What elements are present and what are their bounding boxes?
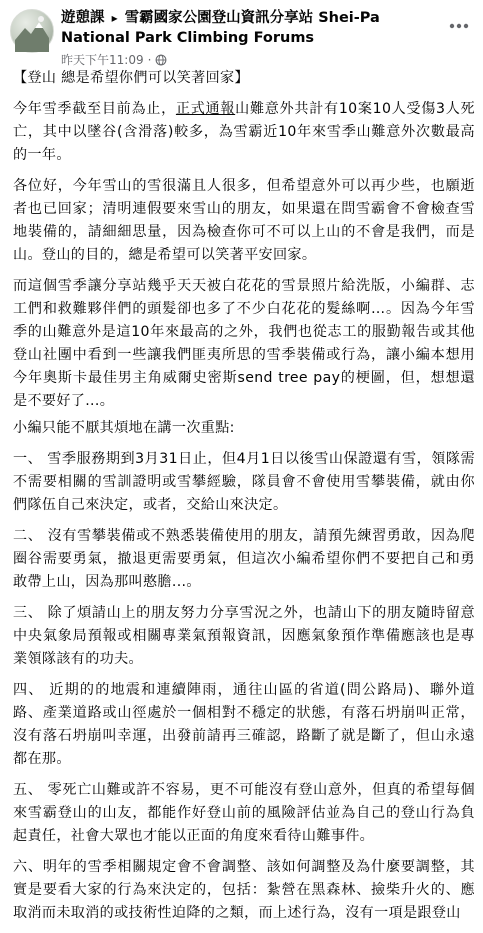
point-one: 一、 雪季服務期到3月31日止，但4月1日以後雪山保證還有雪，領隊需不需要相關的雪訓證明或雪攀經驗，隊員會不會使用雪攀裝備，就由你們隊伍自己來決定，或者，交給山來決定。 <box>13 451 475 513</box>
page-name[interactable]: 雪霸國家公園登山資訊分享站 Shei-Pa National Park Climbing Forums <box>61 10 380 46</box>
post-meta <box>61 51 441 68</box>
paragraph-text: 山難意外共計有10案10人受傷3人死亡，其中以墜谷(含滑落)較多，為雪霸近10年來雪季山難意外次數最高的一年。 <box>13 101 475 163</box>
point-three: 三、 除了煩請山上的朋友努力分享雪況之外，也請山下的朋友隨時留意中央氣象局預報或相關專業氣預報資訊，因應氣象預作準備應該也是專業領隊該有的功夫。 <box>13 605 475 667</box>
point-four: 四、 近期的的地震和連續陣雨，通往山區的省道(問公路局)、聯外道路、產業道路或山徑處於一個相對不穩定的狀態，有落石坍崩叫正常，沒有落石坍崩叫幸運，出發前請再三確認，路斷了就是斷了，但山永遠都在那。 <box>13 682 475 767</box>
author-name[interactable]: 遊憩課 <box>61 10 105 26</box>
caret-right-icon: ▸ <box>111 11 118 25</box>
header-text <box>61 8 441 68</box>
post-timestamp[interactable]: 昨天下午11:09 <box>61 53 144 67</box>
point-two: 二、 沒有雪攀裝備或不熟悉裝備使用的朋友，請預先練習勇敢，因為爬圈谷需要勇氣，撤退更需要勇氣，但這次小編希望你們不要把自己和勇敢帶上山，因為那叫憨膽...。 <box>13 528 475 590</box>
paragraph-text: 今年雪季截至目前為止， <box>13 101 176 117</box>
paragraph-snow-season: 而這個雪季讓分享站幾乎天天被白花花的雪景照片給洗版，小編群、志工們和救難夥伴們的頭髮卻也多了不少白花花的髮絲啊…。因為今年雪季的山難意外是這10年來最高的之外，我們也從志工的服勤報告或其他登山社團中看到一些讓我們匪夷所思的雪季裝備或行為，讓小編本想用今年奧斯卡最佳男主角威爾史密斯send tree pay的梗圖，但，想想還是不要好了...。 <box>13 278 475 409</box>
post-body <box>13 67 475 933</box>
official-report-link[interactable]: 正式通報 <box>175 101 236 117</box>
paragraph-greeting: 各位好，今年雪山的雪很滿且人很多，但希望意外可以再少些，也願逝者也已回家；清明連假要來雪山的朋友，如果還在問雪霸會不會檢查雪地裝備的，請細細思量，因為檢查你可不可以上山的不會是我們，而是山。登山的目的，總是希望可以笑著平安回家。 <box>13 178 475 263</box>
paragraph-accident-stats <box>13 98 475 167</box>
point-six: 六、明年的雪季相關規定會不會調整、該如何調整及為什麼要調整，其實是要看大家的行為來決定的，包括：紮營在黑森林、撿柴升火的、應取消而未取消的或技術性迫降的之類，而上述行為，沒有一項是跟登山 <box>13 859 475 921</box>
post-header <box>0 0 483 66</box>
mountain-logo-icon <box>11 10 53 52</box>
post-heading: 【登山 總是希望你們可以笑著回家】 <box>13 70 249 86</box>
paragraph-key-points-intro: 小編只能不厭其煩地在講一次重點: <box>13 420 235 436</box>
globe-icon[interactable] <box>155 54 167 66</box>
more-options-button[interactable] <box>445 12 473 40</box>
point-five: 五、 零死亡山難或許不容易，更不可能沒有登山意外，但真的希望每個來雪霸登山的山友，都能作好登山前的風險評估並為自己的登山行為負起責任，社會大眾也才能以正面的角度來看待山難事件。 <box>13 782 475 844</box>
more-horizontal-icon <box>449 23 469 29</box>
meta-separator: · <box>147 52 152 67</box>
post-title-line <box>61 8 441 48</box>
author-avatar[interactable] <box>10 9 54 53</box>
